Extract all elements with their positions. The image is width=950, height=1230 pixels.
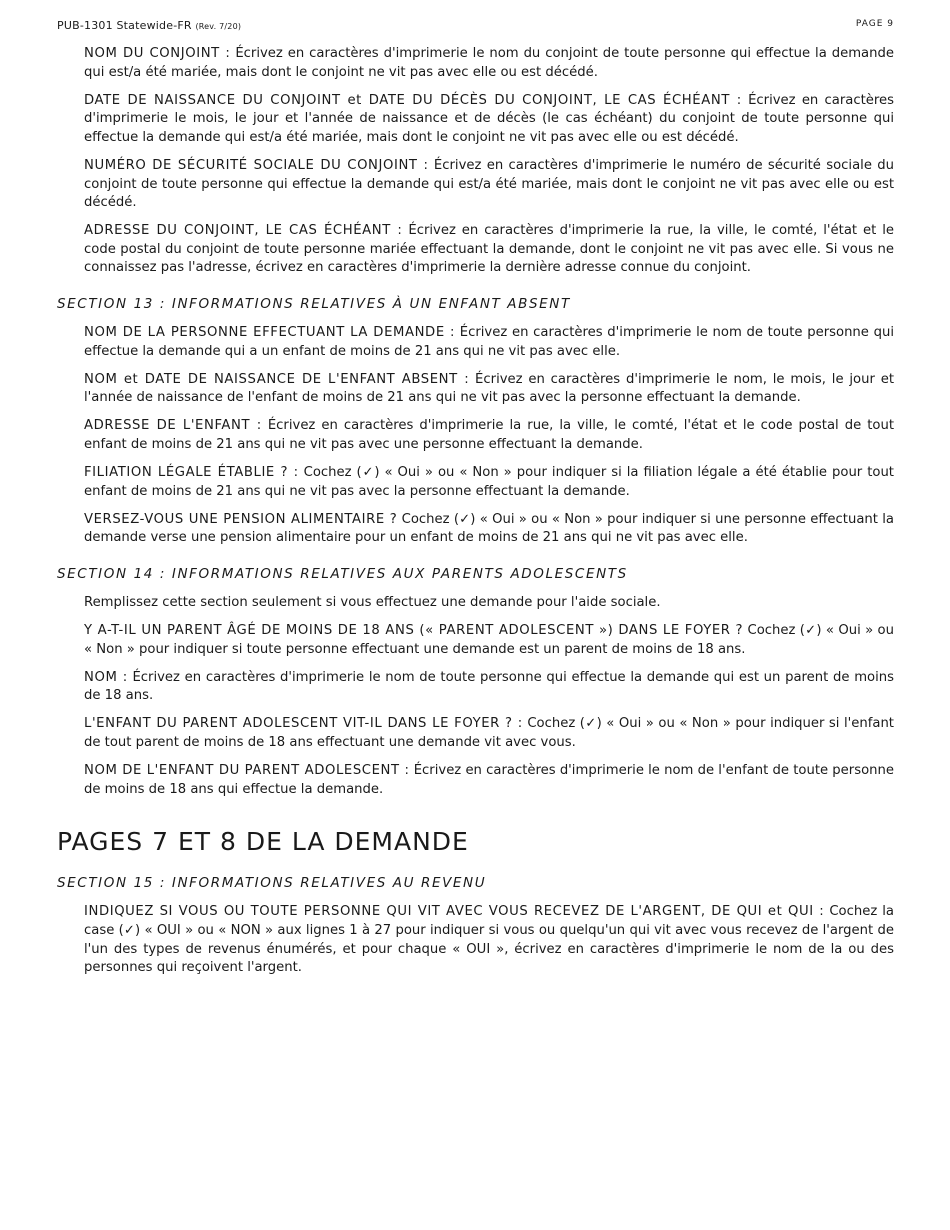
section-heading: SECTION 14 : INFORMATIONS RELATIVES AUX PARENTS ADOLESCENTS: [57, 565, 628, 582]
field-description: Cochez (✓) « Oui » ou « Non » pour indiquer si une personne effectuant la demande verse une pension alimentaire pour un enfant de moins de 21 ans qui ne vit pas avec elle.: [84, 511, 894, 546]
field-term: DATE DE NAISSANCE DU CONJOINT et DATE DU DÉCÈS DU CONJOINT, LE CAS ÉCHÉANT :: [84, 92, 742, 108]
section-heading: SECTION 15 : INFORMATIONS RELATIVES AU REVENU: [57, 875, 487, 892]
field-term: VERSEZ-VOUS UNE PENSION ALIMENTAIRE ?: [84, 511, 398, 527]
field-description: Cochez la case (✓) « OUI » ou « NON » aux lignes 1 à 27 pour indiquer si vous ou quelqu'un qui vit avec vous recevez de l'argent de l'un des types de revenus énumérés, et pour chaque « OUI », écrivez en caractères d'imprimerie le nom de la ou des personnes qui reçoivent l'argent.: [84, 904, 894, 976]
instruction-paragraph: [84, 157, 894, 213]
section-heading: SECTION 13 : INFORMATIONS RELATIVES À UN ENFANT ABSENT: [57, 296, 571, 313]
field-term: NOM :: [84, 669, 128, 685]
instruction-paragraph: [84, 594, 894, 613]
field-term: NOM DU CONJOINT :: [84, 46, 231, 61]
page-section-heading: PAGES 7 ET 8 DE LA DEMANDE: [57, 827, 469, 857]
instruction-paragraph: [84, 762, 894, 799]
field-description: Écrivez en caractères d'imprimerie le nom, le mois, le jour et l'année de naissance de l'enfant de moins de 21 ans qui ne vit pas avec la personne effectuant la demande.: [84, 371, 894, 406]
field-term: NOM DE LA PERSONNE EFFECTUANT LA DEMANDE :: [84, 325, 456, 341]
instruction-paragraph: [84, 464, 894, 501]
field-description: Écrivez en caractères d'imprimerie le nom de toute personne qui effectue la demande qui est un parent de moins de 18 ans.: [84, 669, 894, 704]
field-description: Écrivez en caractères d'imprimerie le numéro de sécurité sociale du conjoint de toute personne qui effectue la demande qui est/a été mariée, mais dont le conjoint ne vit pas avec elle ou est décédé.: [84, 157, 894, 211]
field-term: Y A-T-IL UN PARENT ÂGÉ DE MOINS DE 18 ANS (« PARENT ADOLESCENT ») DANS LE FOYER ?: [84, 623, 744, 639]
form-identifier: [57, 19, 241, 32]
instruction-paragraph: [84, 92, 894, 148]
field-term: L'ENFANT DU PARENT ADOLESCENT VIT-IL DANS LE FOYER ? :: [84, 716, 523, 732]
field-description: Remplissez cette section seulement si vous effectuez une demande pour l'aide sociale.: [84, 594, 661, 610]
field-description: Cochez (✓) « Oui » ou « Non » pour indiquer si toute personne effectuant une demande est un parent de moins de 18 ans.: [84, 623, 894, 657]
instruction-paragraph: [84, 222, 894, 278]
instruction-paragraph: [84, 45, 894, 82]
field-description: Écrivez en caractères d'imprimerie le nom de l'enfant de toute personne de moins de 18 ans qui effectue la demande.: [84, 763, 894, 797]
field-description: Cochez (✓) « Oui » ou « Non » pour indiquer si la filiation légale a été établie pour tout enfant de moins de 21 ans qui ne vit pas avec la personne effectuant la demande.: [84, 465, 894, 499]
instruction-paragraph: [84, 715, 894, 752]
document-body: [57, 45, 894, 987]
instruction-paragraph: [84, 903, 894, 977]
field-term: FILIATION LÉGALE ÉTABLIE ? :: [84, 465, 299, 481]
field-term: INDIQUEZ SI VOUS OU TOUTE PERSONNE QUI VIT AVEC VOUS RECEVEZ DE L'ARGENT, DE QUI et QUI :: [84, 904, 825, 920]
form-revision: (Rev. 7/20): [195, 22, 242, 31]
instruction-paragraph: [84, 511, 894, 548]
field-term: NUMÉRO DE SÉCURITÉ SOCIALE DU CONJOINT :: [84, 157, 429, 173]
instruction-paragraph: [84, 324, 894, 361]
field-description: Cochez (✓) « Oui » ou « Non » pour indiquer si l'enfant de tout parent de moins de 18 ans effectuant une demande vit avec vous.: [84, 716, 894, 751]
field-description: Écrivez en caractères d'imprimerie la rue, la ville, le comté, l'état et le code postal du conjoint de toute personne mariée effectuant la demande, dont le conjoint ne vit pas avec elle. Si vous ne connaissez pas l'adresse, écrivez en caractères d'imprimerie la dernière adresse connue du conjoint.: [84, 223, 894, 276]
instruction-paragraph: [84, 371, 894, 408]
field-term: ADRESSE DE L'ENFANT :: [84, 418, 262, 434]
field-description: Écrivez en caractères d'imprimerie le mois, le jour et l'année de naissance et de décès (le cas échéant) du conjoint de toute personne qui effectue la demande qui est/a été mariée, mais dont le conjoint ne vit pas avec elle ou est décédé.: [84, 92, 894, 145]
page-number: PAGE 9: [855, 19, 894, 29]
page-header: [57, 19, 894, 35]
instruction-paragraph: [84, 669, 894, 706]
field-term: NOM DE L'ENFANT DU PARENT ADOLESCENT :: [84, 763, 410, 779]
field-description: Écrivez en caractères d'imprimerie la rue, la ville, le comté, l'état et le code postal de tout enfant de moins de 21 ans qui ne vit pas avec une personne effectuant la demande.: [84, 418, 894, 452]
field-description: Écrivez en caractères d'imprimerie le nom du conjoint de toute personne qui effectue la demande qui est/a été mariée, mais dont le conjoint ne vit pas avec elle ou est décédé.: [84, 46, 894, 80]
instruction-paragraph: [84, 417, 894, 454]
field-term: NOM et DATE DE NAISSANCE DE L'ENFANT ABSENT :: [84, 371, 470, 387]
field-term: ADRESSE DU CONJOINT, LE CAS ÉCHÉANT :: [84, 223, 403, 239]
field-description: Écrivez en caractères d'imprimerie le nom de toute personne qui effectue la demande qui a un enfant de moins de 21 ans qui ne vit pas avec elle.: [84, 325, 894, 359]
instruction-paragraph: [84, 622, 894, 659]
form-id: PUB-1301 Statewide-FR: [57, 19, 192, 32]
